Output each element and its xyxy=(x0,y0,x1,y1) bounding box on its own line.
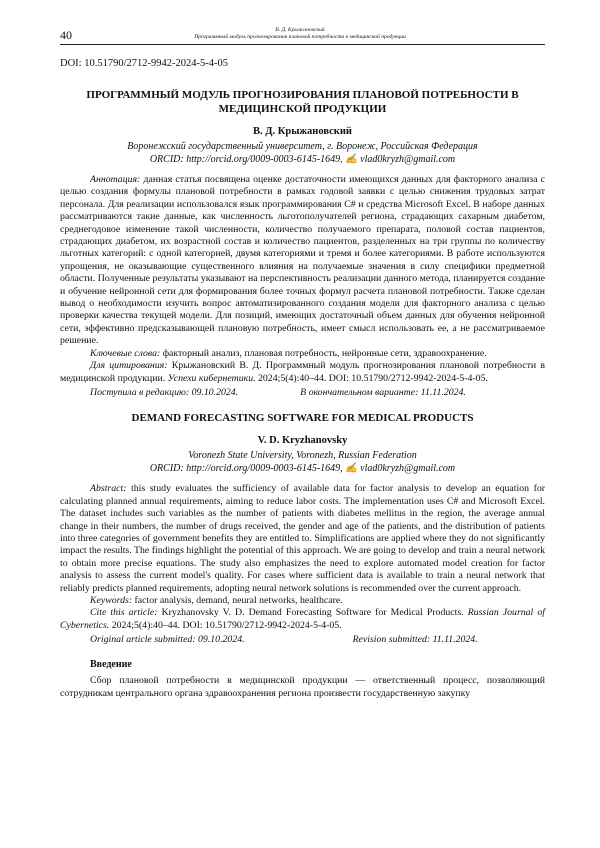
header-rule xyxy=(60,44,545,45)
en-submitted: Original article submitted: 09.10.2024. xyxy=(90,634,245,646)
ru-cite-tail: 2024;5(4):40–44. DOI: 10.51790/2712-9942-2024-5-4-05. xyxy=(258,372,488,384)
en-keywords-label: Keywords: xyxy=(90,594,133,606)
intro-heading: Введение xyxy=(90,658,132,670)
en-keywords-text: factor analysis, demand, neural networks, healthcare. xyxy=(134,594,343,606)
en-title: DEMAND FORECASTING SOFTWARE FOR MEDICAL PRODUCTS xyxy=(131,412,474,425)
en-abstract-text: this study evaluates the sufficiency of available data for factor analysis to develop an equation for calculating planned annual requirements, aiming to reduce labor costs. The implementation uses C# and Microsoft Excel. The dataset includes such variables as the number of patients with diabetes mellitus in the region, the average annual change in their numbers, the number of drugs received, the gender and age of the patients, and the distribution of patients into three categories of government benefits they are entitled to. Simplifications are applied where they do not significantly impact the results. The findings highlight the potential of this approach. We are going to develop and train a neural network to obtain more precise equations. The study also emphasizes the need to explore automated model creation for factor analysis to assess the current model's quality. For cases where sufficient data is available to train a neural network that reliably predicts planned requirements, adopting neural network solutions is recommended over the current approach. xyxy=(60,483,545,594)
pen-writing-icon: ✍ xyxy=(345,463,358,475)
doi-line: DOI: 10.51790/2712-9942-2024-5-4-05 xyxy=(60,58,228,69)
ru-keywords-label: Ключевые слова: xyxy=(90,347,161,359)
ru-dates xyxy=(90,387,545,399)
ru-keywords-text: факторный анализ, плановая потребность, нейронные сети, здравоохранение. xyxy=(162,347,487,359)
running-title: Программный модуль прогнозирования плановой потребности в медицинской продукции xyxy=(194,34,406,41)
article-content xyxy=(60,88,545,700)
en-orcid: ORCID: http://orcid.org/0009-0003-6145-1649, xyxy=(149,463,343,475)
en-cite-label: Cite this article: xyxy=(90,607,158,619)
ru-author: В. Д. Крыжановский xyxy=(253,126,352,137)
ru-orcid: ORCID: http://orcid.org/0009-0003-6145-1649, xyxy=(149,154,343,165)
ru-orcid-line xyxy=(60,153,545,166)
ru-title: ПРОГРАММНЫЙ МОДУЛЬ ПРОГНОЗИРОВАНИЯ ПЛАНОВОЙ ПОТРЕБНОСТИ В МЕДИЦИНСКОЙ ПРОДУКЦИИ xyxy=(86,89,519,115)
en-email: vlad0kryzh@gmail.com xyxy=(360,463,456,475)
ru-abstract xyxy=(60,174,545,348)
en-affiliation: Voronezh State University, Voronezh, Russian Federation xyxy=(188,450,417,462)
ru-revised: В окончательном варианте: 11.11.2024. xyxy=(300,386,466,398)
ru-abstract-label: Аннотация: xyxy=(90,174,141,185)
running-header xyxy=(0,27,600,41)
en-cite-tail: 2024;5(4):40–44. DOI: 10.51790/2712-9942-2024-5-4-05. xyxy=(111,619,342,631)
ru-cite xyxy=(60,360,545,385)
page-number: 40 xyxy=(60,28,72,42)
ru-affiliation: Воронежский государственный университет, г. Воронеж, Российская Федерация xyxy=(127,141,478,152)
ru-cite-label: Для цитирования: xyxy=(90,360,168,372)
ru-keywords xyxy=(60,348,545,360)
intro-text: Сбор плановой потребности в медицинской продукции — ответственный процесс, позволяющий сотрудникам центрального органа здравоохранения региона произвести государственную закупку xyxy=(60,674,545,699)
en-cite xyxy=(60,607,545,632)
en-revised: Revision submitted: 11.11.2024. xyxy=(352,634,478,646)
en-abstract-label: Abstract: xyxy=(90,483,127,495)
ru-cite-text: Крыжановский В. Д. Программный модуль прогнозирования плановой потребности в медицинской продукции. xyxy=(60,360,545,384)
en-orcid-line xyxy=(60,462,545,475)
en-cite-journal: Russian Journal of Cybernetics. xyxy=(60,607,545,631)
ru-abstract-text: данная статья посвящена оценке достаточности имеющихся данных для факторного анализа с целью создания формулы плановой потребности в рамках годовой заявки с целью снижения трудовых затрат персонала. Для реализации использовался язык программирования C# и средства Microsoft Excel. В наборе данных рассматриваются такие данные, как численность льготополучателей региона, страдающих сахарным диабетом, среднегодовое изменение такой численности, количество получаемого препарата, половой состав пациентов, страдающих диабетом, их возрастной состав и количество пациентов, разделенных на три группы по количеству льготных категорий: с одной категорией, двумя категориями и тремя и более категориями. В работе используются упрощения, не оказывающие существенного влияния на получаемые значения в силу специфики предметной области. Полученные результаты указывают на перспективность реализации данного метода, планируется создание и обучение нейронной сети для формирования более точных формул расчета плановой потребности. Также сделан вывод о необходимости изучить вопрос автоматизированного создания модели для факторного анализа с целью проверки качества текущей модели. Для позиций, имеющих достаточный объем данных для обучения нейронной сети, эффективно предсказывающей плановую потребность, имеет смысл использовать ее, а не рассматриваемое решение. xyxy=(60,174,545,347)
en-author: V. D. Kryzhanovsky xyxy=(257,435,348,447)
ru-cite-journal: Успехи кибернетики. xyxy=(167,372,256,384)
en-cite-text: Kryzhanovsky V. D. Demand Forecasting Software for Medical Products. xyxy=(161,607,464,619)
en-keywords xyxy=(60,595,545,607)
ru-submitted: Поступила в редакцию: 09.10.2024. xyxy=(90,386,239,398)
ru-email: vlad0kryzh@gmail.com xyxy=(360,154,456,165)
en-abstract xyxy=(60,483,545,595)
running-author: В. Д. Крыжановский xyxy=(275,27,325,33)
en-dates xyxy=(90,634,545,646)
pen-writing-icon: ✍ xyxy=(345,154,358,165)
